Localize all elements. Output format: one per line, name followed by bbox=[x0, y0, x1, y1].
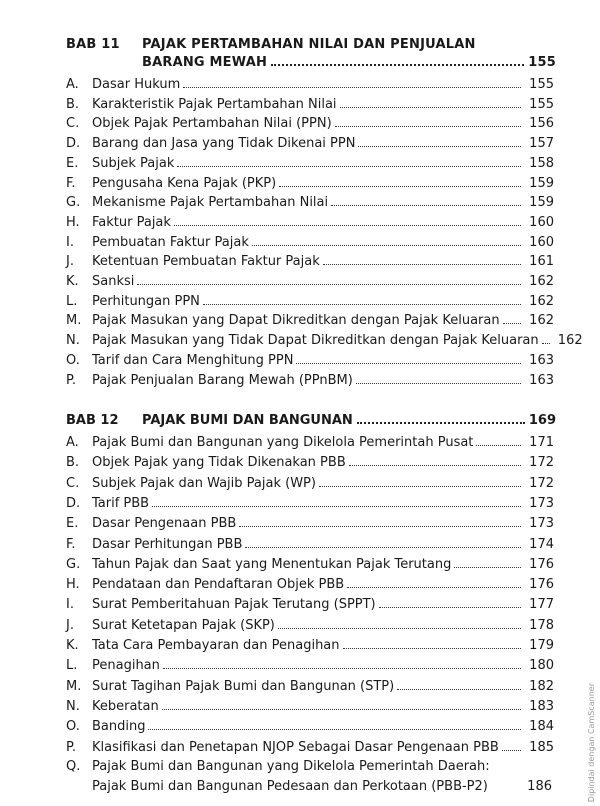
entry-page: 176 bbox=[529, 556, 554, 572]
chapter-title-line2: BARANG MEWAH 155 bbox=[142, 55, 556, 70]
toc-entry bbox=[66, 513, 554, 534]
entry-label: Surat Tagihan Pajak Bumi dan Bangunan (STP) bbox=[92, 678, 395, 694]
entry-page: 173 bbox=[529, 516, 554, 532]
entry-page: 155 bbox=[529, 77, 554, 92]
entry-page: 162 bbox=[529, 293, 554, 309]
dot-leader bbox=[296, 363, 521, 364]
entry-letter: G. bbox=[66, 195, 81, 211]
dot-leader bbox=[379, 607, 521, 608]
scanner-watermark: Dipindai dengan CamScanner bbox=[587, 682, 596, 802]
entry-letter: J. bbox=[66, 254, 74, 270]
dot-leader bbox=[279, 186, 521, 187]
entry-letter: D. bbox=[66, 495, 81, 511]
dot-leader bbox=[252, 245, 521, 246]
entry-label: Objek Pajak Pertambahan Nilai (PPN) bbox=[92, 116, 332, 132]
entry-label: Barang dan Jasa yang Tidak Dikenai PPN bbox=[92, 136, 356, 152]
chapter-number: BAB 11 bbox=[66, 37, 120, 52]
entry-label-line1: Pajak Bumi dan Bangunan yang Dikelola Pemerintah Daerah: bbox=[92, 758, 490, 774]
toc-entry bbox=[66, 473, 554, 494]
entry-page: 171 bbox=[529, 435, 554, 450]
entry-page: 160 bbox=[529, 214, 554, 230]
chapter-title bbox=[142, 36, 556, 70]
entry-page: 177 bbox=[529, 597, 554, 613]
toc-entry bbox=[66, 133, 554, 154]
entry-letter: M. bbox=[66, 313, 82, 329]
entry-letter: B. bbox=[66, 96, 80, 112]
chapter-title: PAJAK BUMI DAN BANGUNAN bbox=[142, 413, 353, 428]
dot-leader bbox=[174, 225, 521, 226]
toc-entry bbox=[66, 452, 554, 473]
entry-page: 182 bbox=[529, 678, 554, 694]
entry-label: Objek Pajak yang Tidak Dikenakan PBB bbox=[92, 455, 346, 471]
entry-letter: O. bbox=[66, 352, 80, 368]
toc-entry bbox=[66, 251, 554, 272]
dot-leader bbox=[183, 87, 521, 88]
entry-label: Surat Ketetapan Pajak (SKP) bbox=[92, 617, 275, 633]
entry-letter: H. bbox=[66, 214, 80, 230]
entry-page: 174 bbox=[529, 536, 554, 552]
toc-entry bbox=[66, 635, 554, 656]
chapter-page: 155 bbox=[528, 55, 556, 70]
entry-page: 184 bbox=[529, 719, 554, 735]
toc-entry bbox=[66, 291, 554, 312]
toc-entry bbox=[66, 696, 554, 717]
entry-letter: M. bbox=[66, 678, 82, 694]
entry-page: 159 bbox=[529, 195, 554, 211]
toc-entry bbox=[66, 74, 554, 95]
dot-leader bbox=[323, 264, 521, 265]
entry-label: Dasar Pengenaan PBB bbox=[92, 516, 237, 532]
chapter-11-heading bbox=[66, 36, 556, 76]
entry-label: Faktur Pajak bbox=[92, 214, 171, 230]
dot-leader bbox=[542, 343, 550, 344]
toc-entry bbox=[66, 173, 554, 194]
toc-entry bbox=[66, 330, 583, 351]
chapter-number: BAB 12 bbox=[66, 413, 119, 428]
entry-letter: O. bbox=[66, 719, 80, 735]
dot-leader bbox=[152, 506, 521, 507]
dot-leader bbox=[177, 166, 521, 167]
dot-leader bbox=[349, 465, 521, 466]
entry-letter: I. bbox=[66, 234, 74, 250]
toc-entry bbox=[66, 554, 554, 575]
entry-label: Pengusaha Kena Pajak (PKP) bbox=[92, 175, 277, 191]
entry-page: 176 bbox=[529, 577, 554, 593]
entry-letter: E. bbox=[66, 516, 79, 532]
entry-letter: E. bbox=[66, 155, 79, 171]
entry-page: 172 bbox=[529, 455, 554, 471]
entry-page: 157 bbox=[529, 136, 554, 152]
chapter-12-heading bbox=[66, 412, 556, 432]
toc-entry bbox=[66, 655, 554, 676]
dot-leader bbox=[343, 648, 521, 649]
entry-label: Perhitungan PPN bbox=[92, 293, 200, 309]
entry-letter: N. bbox=[66, 698, 80, 714]
entry-label: Sanksi bbox=[92, 274, 135, 289]
toc-entry bbox=[66, 94, 554, 115]
entry-letter: G. bbox=[66, 556, 81, 572]
dot-leader bbox=[319, 486, 521, 487]
dot-leader bbox=[245, 547, 521, 548]
entry-label: Keberatan bbox=[92, 698, 159, 714]
entry-page: 163 bbox=[529, 352, 554, 368]
entry-label: Tahun Pajak dan Saat yang Menentukan Pajak Terutang bbox=[92, 556, 452, 572]
entry-page: 173 bbox=[529, 495, 554, 511]
entry-page: 185 bbox=[529, 739, 554, 755]
entry-label: Pendataan dan Pendaftaran Objek PBB bbox=[92, 577, 345, 593]
entry-letter: K. bbox=[66, 274, 79, 289]
toc-entry bbox=[66, 271, 554, 292]
entry-page: 180 bbox=[529, 658, 554, 674]
dot-leader bbox=[148, 729, 521, 730]
toc-entry bbox=[66, 192, 554, 213]
toc-entry bbox=[66, 153, 554, 174]
chapter-page: 169 bbox=[528, 413, 556, 428]
toc-entry bbox=[66, 676, 554, 697]
entry-label: Pajak Masukan yang Tidak Dapat Dikreditkan dengan Pajak Keluaran bbox=[92, 333, 539, 349]
entry-label-line2: Pajak Bumi dan Bangunan Pedesaan dan Perkotaan (PBB-P2) bbox=[92, 778, 488, 794]
entry-letter: C. bbox=[66, 475, 80, 491]
entry-letter: H. bbox=[66, 577, 80, 593]
toc-entry bbox=[66, 716, 554, 737]
entry-page: 161 bbox=[529, 254, 554, 270]
entry-label: Subjek Pajak bbox=[92, 155, 175, 171]
entry-page: 159 bbox=[529, 175, 554, 191]
entry-letter: L. bbox=[66, 658, 78, 674]
entry-page: 158 bbox=[529, 155, 554, 171]
entry-letter: F. bbox=[66, 536, 76, 552]
entry-page: 179 bbox=[529, 638, 554, 653]
toc-entry bbox=[66, 370, 554, 391]
entry-label: Tarif PBB bbox=[92, 495, 150, 511]
chapter-title-line1: PAJAK PERTAMBAHAN NILAI DAN PENJUALAN bbox=[142, 37, 476, 52]
toc-entry bbox=[66, 113, 554, 134]
entry-label: Tata Cara Pembayaran dan Penagihan bbox=[92, 638, 340, 653]
entry-label: Pajak Masukan yang Dapat Dikreditkan dengan Pajak Keluaran bbox=[92, 313, 500, 329]
dot-leader bbox=[331, 205, 521, 206]
entry-page: 155 bbox=[529, 96, 554, 112]
entry-letter: A. bbox=[66, 77, 79, 92]
entry-label: Banding bbox=[92, 719, 146, 735]
dot-leader bbox=[163, 668, 521, 669]
entry-letter: A. bbox=[66, 435, 79, 450]
entry-page: 178 bbox=[529, 617, 554, 633]
dot-leader bbox=[357, 422, 525, 424]
toc-entry bbox=[66, 310, 554, 331]
toc-entry bbox=[66, 232, 554, 253]
entry-letter: J. bbox=[66, 617, 74, 633]
dot-leader bbox=[397, 689, 521, 690]
toc-entry bbox=[66, 615, 554, 636]
entry-page: 163 bbox=[529, 372, 554, 388]
entry-letter: P. bbox=[66, 372, 76, 388]
entry-label: Klasifikasi dan Penetapan NJOP Sebagai Dasar Pengenaan PBB bbox=[92, 739, 499, 755]
dot-leader bbox=[356, 383, 521, 384]
dot-leader bbox=[137, 284, 521, 285]
dot-leader bbox=[239, 526, 521, 527]
dot-leader bbox=[476, 445, 521, 446]
entry-label: Dasar Hukum bbox=[92, 77, 181, 92]
dot-leader bbox=[358, 146, 521, 147]
entry-letter: L. bbox=[66, 293, 78, 309]
dot-leader bbox=[278, 628, 521, 629]
entry-page: 162 bbox=[529, 274, 554, 289]
entry-letter: B. bbox=[66, 455, 80, 471]
entry-letter: C. bbox=[66, 116, 80, 132]
entry-letter: F. bbox=[66, 175, 76, 191]
entry-letter: K. bbox=[66, 638, 79, 653]
entry-label: Pajak Penjualan Barang Mewah (PPnBM) bbox=[92, 372, 353, 388]
entry-label: Pembuatan Faktur Pajak bbox=[92, 234, 249, 250]
entry-page: 186 bbox=[527, 778, 552, 794]
entry-letter: Q. bbox=[66, 758, 81, 774]
entry-label: Subjek Pajak dan Wajib Pajak (WP) bbox=[92, 475, 316, 491]
entry-letter: N. bbox=[66, 333, 80, 349]
entry-label: Ketentuan Pembuatan Faktur Pajak bbox=[92, 254, 320, 270]
entry-page: 172 bbox=[529, 475, 554, 491]
entry-page: 162 bbox=[529, 313, 554, 329]
toc-entry bbox=[66, 212, 554, 233]
entry-label: Pajak Bumi dan Bangunan yang Dikelola Pemerintah Pusat bbox=[92, 435, 474, 450]
dot-leader bbox=[503, 323, 521, 324]
entry-label: Mekanisme Pajak Pertambahan Nilai bbox=[92, 195, 329, 211]
dot-leader bbox=[340, 107, 521, 108]
dot-leader bbox=[454, 567, 521, 568]
toc-entry bbox=[66, 350, 554, 371]
toc-entry bbox=[66, 493, 554, 514]
entry-letter: P. bbox=[66, 739, 76, 755]
dot-leader bbox=[271, 64, 524, 66]
entry-page: 183 bbox=[529, 698, 554, 714]
entry-label: Tarif dan Cara Menghitung PPN bbox=[92, 352, 294, 368]
entry-label: Dasar Perhitungan PBB bbox=[92, 536, 243, 552]
entry-page: 162 bbox=[557, 333, 583, 349]
dot-leader bbox=[347, 587, 521, 588]
entry-letter: I. bbox=[66, 597, 74, 613]
entry-label: Penagihan bbox=[92, 658, 160, 674]
toc-entry bbox=[66, 737, 554, 758]
entry-label: Surat Pemberitahuan Pajak Terutang (SPPT) bbox=[92, 597, 376, 613]
entry-page: 160 bbox=[529, 234, 554, 250]
dot-leader bbox=[502, 750, 521, 751]
toc-entry bbox=[66, 432, 554, 453]
entry-page: 156 bbox=[529, 116, 554, 132]
toc-entry bbox=[66, 594, 554, 615]
dot-leader bbox=[203, 304, 521, 305]
entry-letter: D. bbox=[66, 136, 81, 152]
dot-leader bbox=[335, 126, 521, 127]
toc-entry bbox=[66, 534, 554, 555]
entry-label: Karakteristik Pajak Pertambahan Nilai bbox=[92, 96, 337, 112]
toc-entry bbox=[66, 574, 554, 595]
dot-leader bbox=[162, 709, 521, 710]
